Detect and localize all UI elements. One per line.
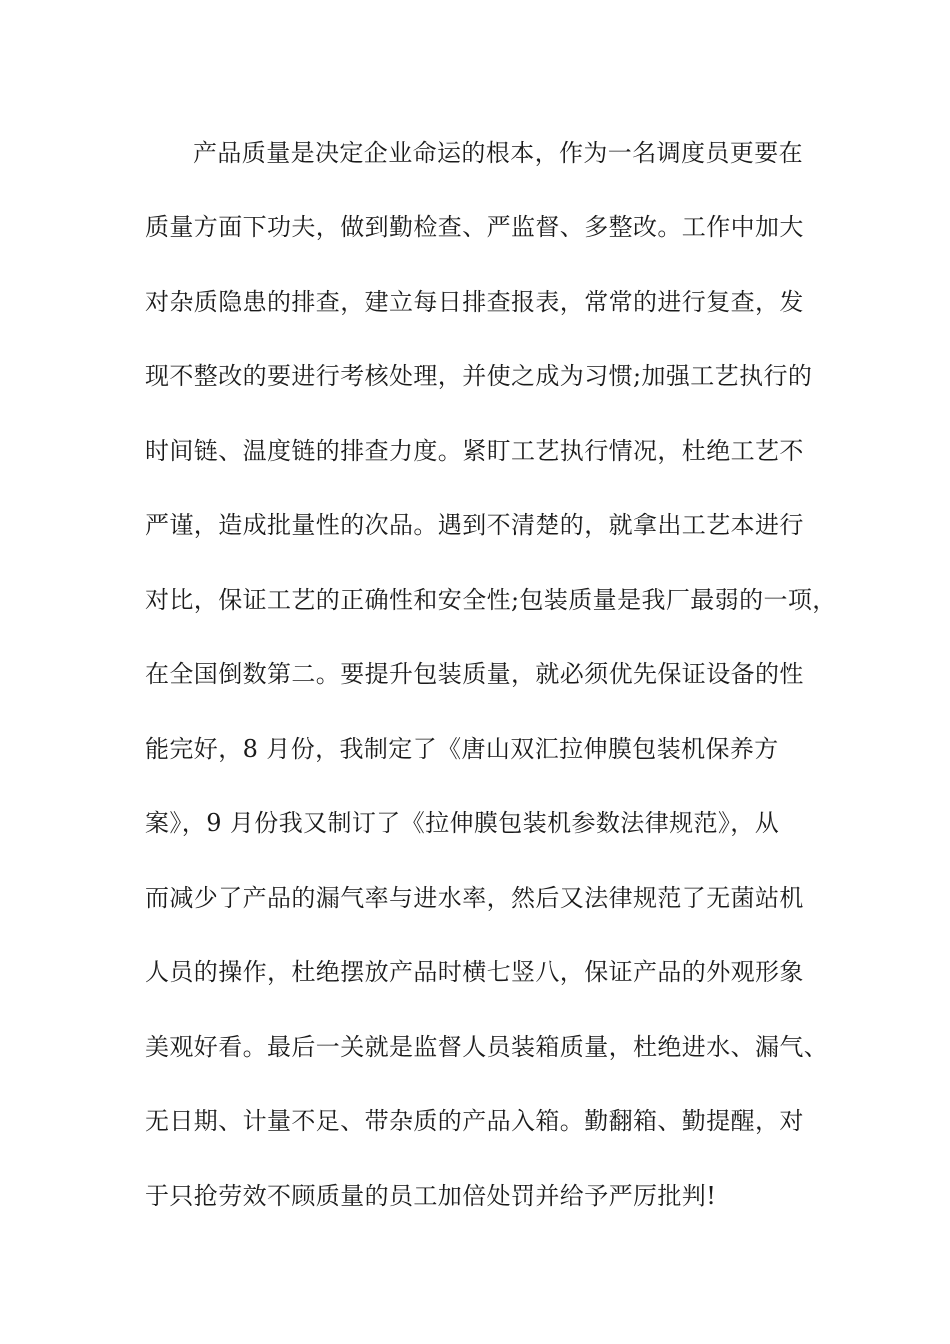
paragraph-line: 于只抢劳效不顾质量的员工加倍处罚并给予严厉批判! [145,1182,717,1210]
paragraph-line: 而减少了产品的漏气率与进水率，然后又法律规范了无菌站机 [145,884,804,912]
paragraph-line: 现不整改的要进行考核处理，并使之成为习惯;加强工艺执行的 [145,362,813,390]
paragraph-line: 对比，保证工艺的正确性和安全性;包装质量是我厂最弱的一项， [145,586,837,614]
paragraph-line: 产品质量是决定企业命运的根本，作为一名调度员更要在 [193,139,803,167]
paragraph-line: 严谨，造成批量性的次品。遇到不清楚的，就拿出工艺本进行 [145,511,804,539]
paragraph-line: 时间链、温度链的排查力度。紧盯工艺执行情况，杜绝工艺不 [145,437,804,465]
paragraph-line: 案》，9 月份我又制订了《拉伸膜包装机参数法律规范》，从 [145,809,780,837]
paragraph-line: 美观好看。最后一关就是监督人员装箱质量，杜绝进水、漏气、 [145,1033,829,1061]
paragraph-line: 人员的操作，杜绝摆放产品时横七竖八，保证产品的外观形象 [145,958,804,986]
paragraph-line: 无日期、计量不足、带杂质的产品入箱。勤翻箱、勤提醒，对 [145,1107,804,1135]
paragraph-line: 对杂质隐患的排查，建立每日排查报表，常常的进行复查，发 [145,288,804,316]
paragraph-line: 质量方面下功夫，做到勤检查、严监督、多整改。工作中加大 [145,213,804,241]
paragraph-line: 能完好，8 月份，我制定了《唐山双汇拉伸膜包装机保养方 [145,735,779,763]
paragraph-line: 在全国倒数第二。要提升包装质量，就必须优先保证设备的性 [145,660,804,688]
